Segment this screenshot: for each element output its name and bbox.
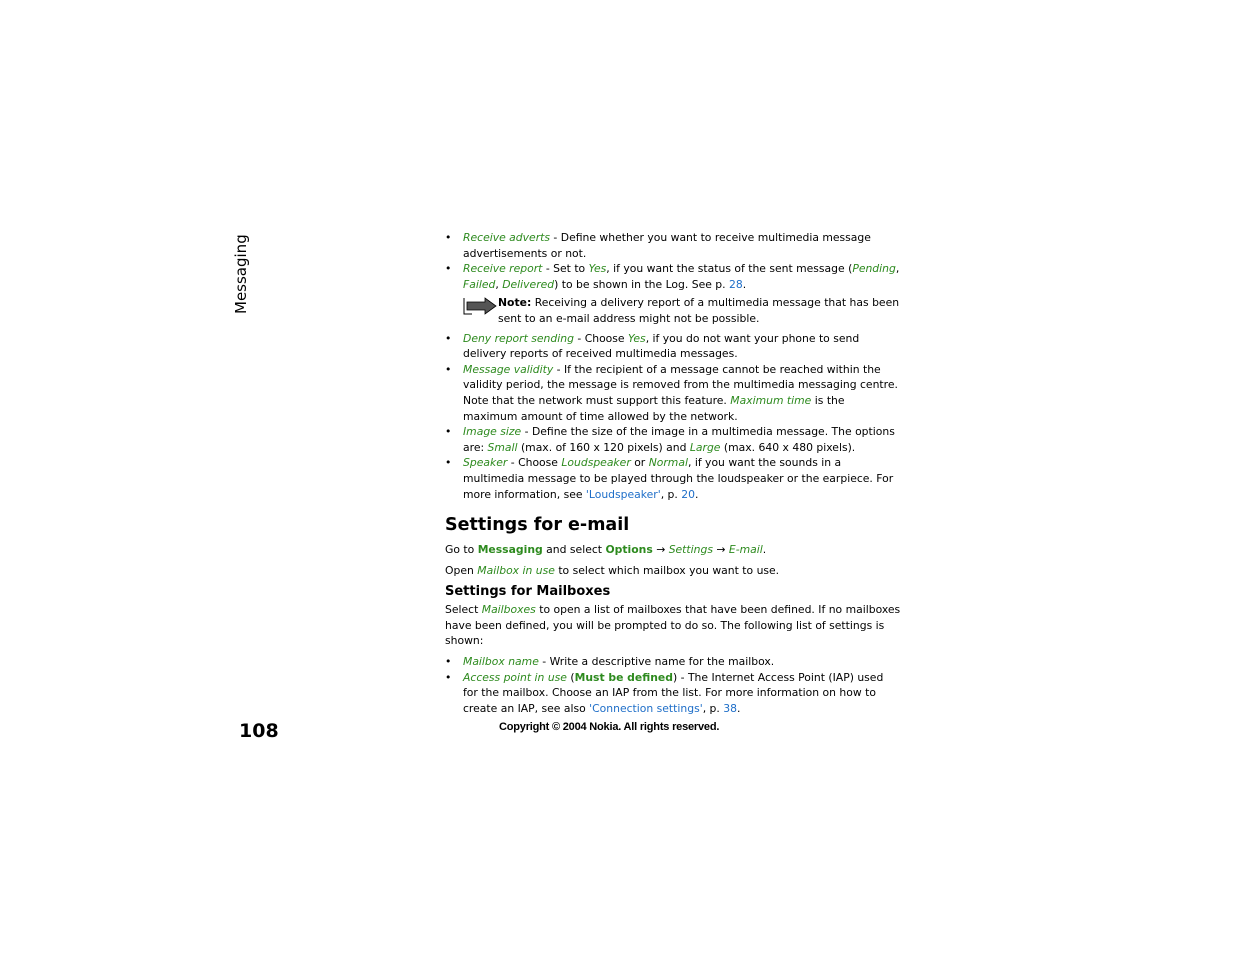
option-delivered: Delivered: [502, 277, 555, 291]
connection-settings-link[interactable]: 'Connection settings': [589, 701, 703, 715]
page-link-20[interactable]: 20: [681, 487, 696, 501]
item-text: - Set to: [542, 262, 589, 276]
item-text: to open a list of mailboxes that have been defined. If no mailboxes have been defined, you will be prompted to do so. The following list of settings is shown:: [445, 603, 901, 648]
item-text: (: [566, 670, 575, 684]
option-access-point-in-use: Access point in use: [463, 670, 567, 684]
mms-settings-list-2: [445, 331, 901, 503]
option-maximum-time: Maximum time: [730, 393, 812, 407]
item-text: - Define whether you want to receive multimedia message advertisements or not.: [463, 231, 871, 260]
loudspeaker-link[interactable]: 'Loudspeaker': [585, 487, 661, 501]
option-failed: Failed: [463, 277, 496, 291]
option-loudspeaker: Loudspeaker: [561, 456, 631, 470]
page-link-28[interactable]: 28: [729, 277, 743, 291]
option-email: E-mail: [728, 543, 763, 557]
cmd-options: Options: [605, 543, 653, 557]
option-receive-adverts: Receive adverts: [463, 231, 550, 244]
note-text: Receiving a delivery report of a multimedia message that has been sent to an e-mail address might not be possible.: [498, 296, 900, 325]
item-text: ,: [895, 262, 900, 276]
note-label: Note:: [498, 296, 532, 310]
option-yes: Yes: [628, 331, 646, 345]
item-text: is the maximum amount of time allowed by the network.: [463, 393, 845, 423]
item-text: - Choose: [507, 456, 562, 470]
option-normal: Normal: [648, 456, 688, 470]
arrow-separator: →: [712, 543, 729, 557]
page-number: 108: [239, 720, 279, 742]
arrow-separator: →: [652, 543, 669, 557]
list-item: [445, 331, 901, 362]
item-text: Open: [445, 563, 478, 577]
item-text: , if you want the status of the sent message (: [606, 262, 853, 276]
option-mailbox-name: Mailbox name: [463, 655, 539, 669]
list-item: [445, 670, 901, 717]
item-text: (max. of 160 x 120 pixels) and: [517, 440, 690, 454]
cmd-messaging: Messaging: [477, 543, 543, 557]
item-text: or: [630, 456, 649, 470]
note-arrow-icon: [463, 296, 497, 316]
list-item: [445, 261, 901, 292]
item-text: , p.: [702, 701, 724, 715]
option-pending: Pending: [852, 262, 896, 276]
item-text: to select which mailbox you want to use.: [554, 563, 780, 577]
option-large: Large: [689, 440, 721, 454]
item-text: and select: [542, 543, 606, 557]
item-text: , if you do not want your phone to send delivery reports of received multimedia messages.: [463, 331, 860, 361]
option-deny-report-sending: Deny report sending: [463, 331, 574, 345]
must-be-defined-label: Must be defined: [574, 670, 673, 684]
mailboxes-intro: [445, 602, 901, 649]
item-text: - Write a descriptive name for the mailbox.: [538, 655, 775, 669]
item-text: - Define the size of the image in a multimedia message. The options are:: [463, 425, 895, 454]
open-instruction: [445, 563, 901, 579]
option-mailboxes: Mailboxes: [481, 603, 536, 617]
list-item: [445, 230, 901, 261]
mailbox-settings-list: [445, 654, 901, 716]
item-text: ) - The Internet Access Point (IAP) used for the mailbox. Choose an IAP from the list. For more information on how to create an IAP, see also: [463, 670, 884, 715]
option-settings: Settings: [668, 543, 713, 557]
item-text: ,: [495, 277, 503, 291]
item-text: Select: [445, 603, 482, 617]
item-text: .: [737, 701, 741, 715]
item-text: (max. 640 x 480 pixels).: [720, 440, 856, 454]
option-image-size: Image size: [463, 425, 522, 439]
list-item: [445, 362, 901, 424]
item-text: .: [695, 487, 699, 501]
item-text: Go to: [445, 543, 478, 557]
option-message-validity: Message validity: [463, 362, 554, 376]
list-item: [445, 424, 901, 455]
copyright-footer: Copyright © 2004 Nokia. All rights reserved.: [499, 721, 720, 733]
item-text: , p.: [660, 487, 682, 501]
item-text: - If the recipient of a message cannot be reached within the validity period, the message is removed from the multimedia messaging centre. Note that the network must support this feature.: [463, 362, 898, 407]
option-mailbox-in-use: Mailbox in use: [477, 563, 555, 577]
option-receive-report: Receive report: [463, 262, 543, 276]
section-heading: Settings for e-mail: [445, 515, 630, 536]
item-text: , if you want the sounds in a multimedia message to be played through the loudspeaker or the earpiece. For more information, see: [463, 456, 894, 501]
page-content: [445, 230, 901, 716]
item-text: .: [762, 543, 767, 557]
item-text: - Choose: [573, 331, 628, 345]
goto-instruction: [445, 542, 901, 558]
chapter-side-tab: Messaging: [232, 234, 250, 314]
subsection-heading: Settings for Mailboxes: [445, 584, 611, 600]
note-box: [445, 295, 901, 326]
item-text: ) to be shown in the Log. See p.: [554, 277, 730, 291]
list-item: [445, 455, 901, 502]
mms-settings-list: [445, 230, 901, 292]
option-speaker: Speaker: [463, 456, 508, 470]
list-item: [445, 654, 901, 670]
page-link-38[interactable]: 38: [723, 701, 738, 715]
option-small: Small: [487, 440, 518, 454]
option-yes: Yes: [588, 262, 607, 276]
item-text: .: [742, 277, 747, 291]
